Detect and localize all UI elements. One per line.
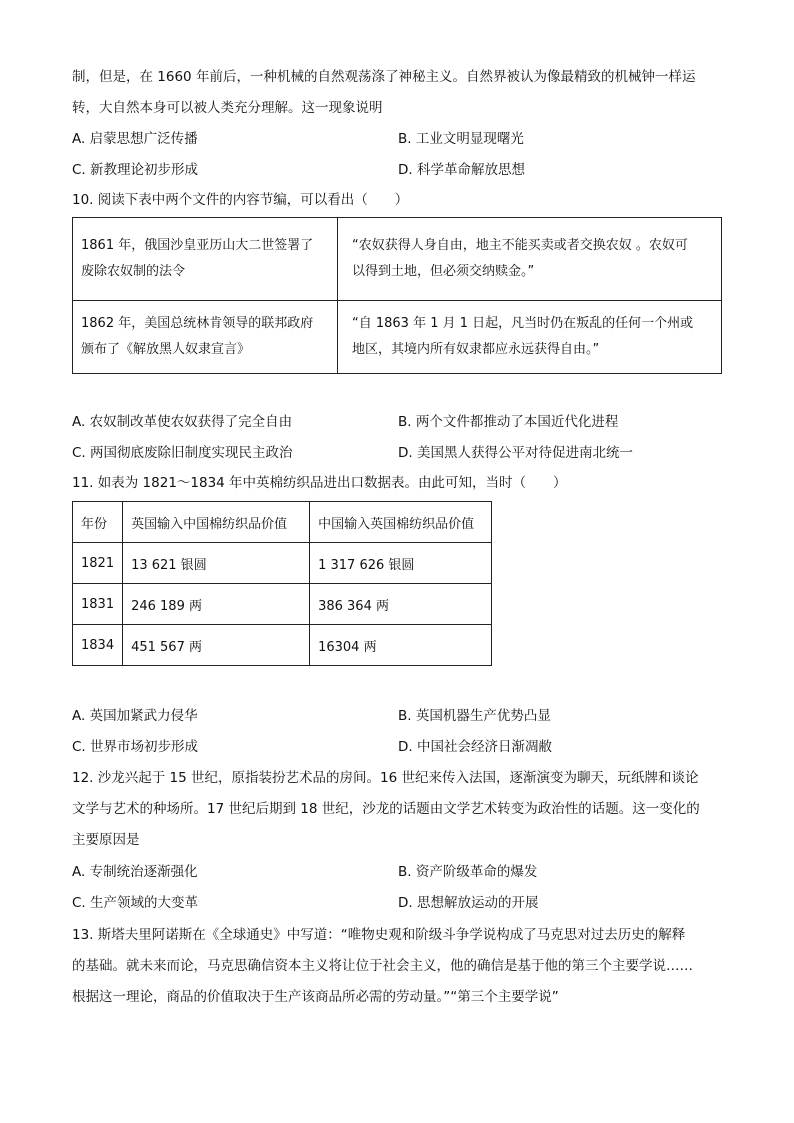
cell-uk-value: 13 621 银圆 <box>123 543 310 584</box>
cell-uk-value: 451 567 两 <box>123 625 310 666</box>
cell-text: 1861 年，俄国沙皇亚历山大二世签署了 <box>81 238 314 253</box>
q13-text-line-1: 13. 斯塔夫里阿诺斯在《全球通史》中写道：“唯物史观和阶级斗争学说构成了马克思对过去历史的解释 <box>72 927 686 943</box>
cell-uk-value: 246 189 两 <box>123 584 310 625</box>
header-uk-import: 英国输入中国棉纺织品价值 <box>123 502 310 543</box>
table-row <box>73 625 492 666</box>
q11-stem: 11. 如表为 1821～1834 年中英棉纺织品进出口数据表。由此可知，当时（ ） <box>72 475 567 491</box>
q9-option-d[interactable]: D. 科学革命解放思想 <box>398 162 525 178</box>
table-header-row <box>73 502 492 543</box>
cell-china-value: 386 364 两 <box>310 584 492 625</box>
cell-year: 1834 <box>73 625 123 666</box>
table-row <box>73 301 722 374</box>
q11-option-b[interactable]: B. 英国机器生产优势凸显 <box>398 708 551 724</box>
q12-option-b[interactable]: B. 资产阶级革命的爆发 <box>398 864 538 880</box>
q12-text-line-3: 主要原因是 <box>72 832 140 848</box>
q10-table <box>72 217 722 374</box>
cell-china-value: 16304 两 <box>310 625 492 666</box>
q9-text-line-2: 转，大自然本身可以被人类充分理解。这一现象说明 <box>72 100 383 116</box>
q13-text-line-3: 根据这一理论，商品的价值取决于生产该商品所必需的劳动量。”“第三个主要学说” <box>72 989 559 1005</box>
q10-option-b[interactable]: B. 两个文件都推动了本国近代化进程 <box>398 414 619 430</box>
table-row <box>73 584 492 625</box>
header-china-import: 中国输入英国棉纺织品价值 <box>310 502 492 543</box>
header-year: 年份 <box>73 502 123 543</box>
q10-cell-content <box>338 218 722 301</box>
q10-option-c[interactable]: C. 两国彻底废除旧制度实现民主政治 <box>72 445 293 461</box>
q9-option-a[interactable]: A. 启蒙思想广泛传播 <box>72 131 198 147</box>
q10-stem: 10. 阅读下表中两个文件的内容节编，可以看出（ ） <box>72 192 409 208</box>
cell-year: 1821 <box>73 543 123 584</box>
q11-option-c[interactable]: C. 世界市场初步形成 <box>72 739 199 755</box>
cell-year: 1831 <box>73 584 123 625</box>
q10-option-a[interactable]: A. 农奴制改革使农奴获得了完全自由 <box>72 414 293 430</box>
q11-option-a[interactable]: A. 英国加紧武力侵华 <box>72 708 198 724</box>
q12-option-a[interactable]: A. 专制统治逐渐强化 <box>72 864 198 880</box>
cell-text: 地区，其境内所有奴隶都应永远获得自由。” <box>352 342 600 357</box>
cell-text: 废除农奴制的法令 <box>81 264 186 279</box>
q13-text-line-2: 的基础。就未来而论，马克思确信资本主义将让位于社会主义，他的确信是基于他的第三个主要学说…… <box>72 958 693 974</box>
q12-text-line-1: 12. 沙龙兴起于 15 世纪，原指装扮艺术品的房间。16 世纪来传入法国，逐渐演变为聊天，玩纸牌和谈论 <box>72 770 699 786</box>
q9-option-b[interactable]: B. 工业文明显现曙光 <box>398 131 524 147</box>
q12-text-line-2: 文学与艺术的种场所。17 世纪后期到 18 世纪，沙龙的话题由文学艺术转变为政治性的话题。这一变化的 <box>72 801 700 817</box>
cell-china-value: 1 317 626 银圆 <box>310 543 492 584</box>
cell-text: 以得到土地，但必须交纳赎金。” <box>352 264 535 279</box>
q12-option-d[interactable]: D. 思想解放运动的开展 <box>398 895 539 911</box>
cell-text: “自 1863 年 1 月 1 日起，凡当时仍在叛乱的任何一个州或 <box>352 316 694 331</box>
q11-table <box>72 501 492 666</box>
q11-option-d[interactable]: D. 中国社会经济日渐凋敝 <box>398 739 552 755</box>
cell-text: 颁布了《解放黑人奴隶宣言》 <box>81 342 251 357</box>
q10-cell-document <box>73 301 338 374</box>
q12-option-c[interactable]: C. 生产领域的大变革 <box>72 895 199 911</box>
q9-text-line-1: 制，但是，在 1660 年前后，一种机械的自然观荡涤了神秘主义。自然界被认为像最精致的机械钟一样运 <box>72 69 696 85</box>
q9-option-c[interactable]: C. 新教理论初步形成 <box>72 162 199 178</box>
q10-option-d[interactable]: D. 美国黑人获得公平对待促进南北统一 <box>398 445 633 461</box>
q10-cell-content <box>338 301 722 374</box>
table-row <box>73 218 722 301</box>
cell-text: “农奴获得人身自由，地主不能买卖或者交换农奴 。农奴可 <box>352 238 688 253</box>
q10-cell-document <box>73 218 338 301</box>
table-row <box>73 543 492 584</box>
cell-text: 1862 年，美国总统林肯领导的联邦政府 <box>81 316 314 331</box>
